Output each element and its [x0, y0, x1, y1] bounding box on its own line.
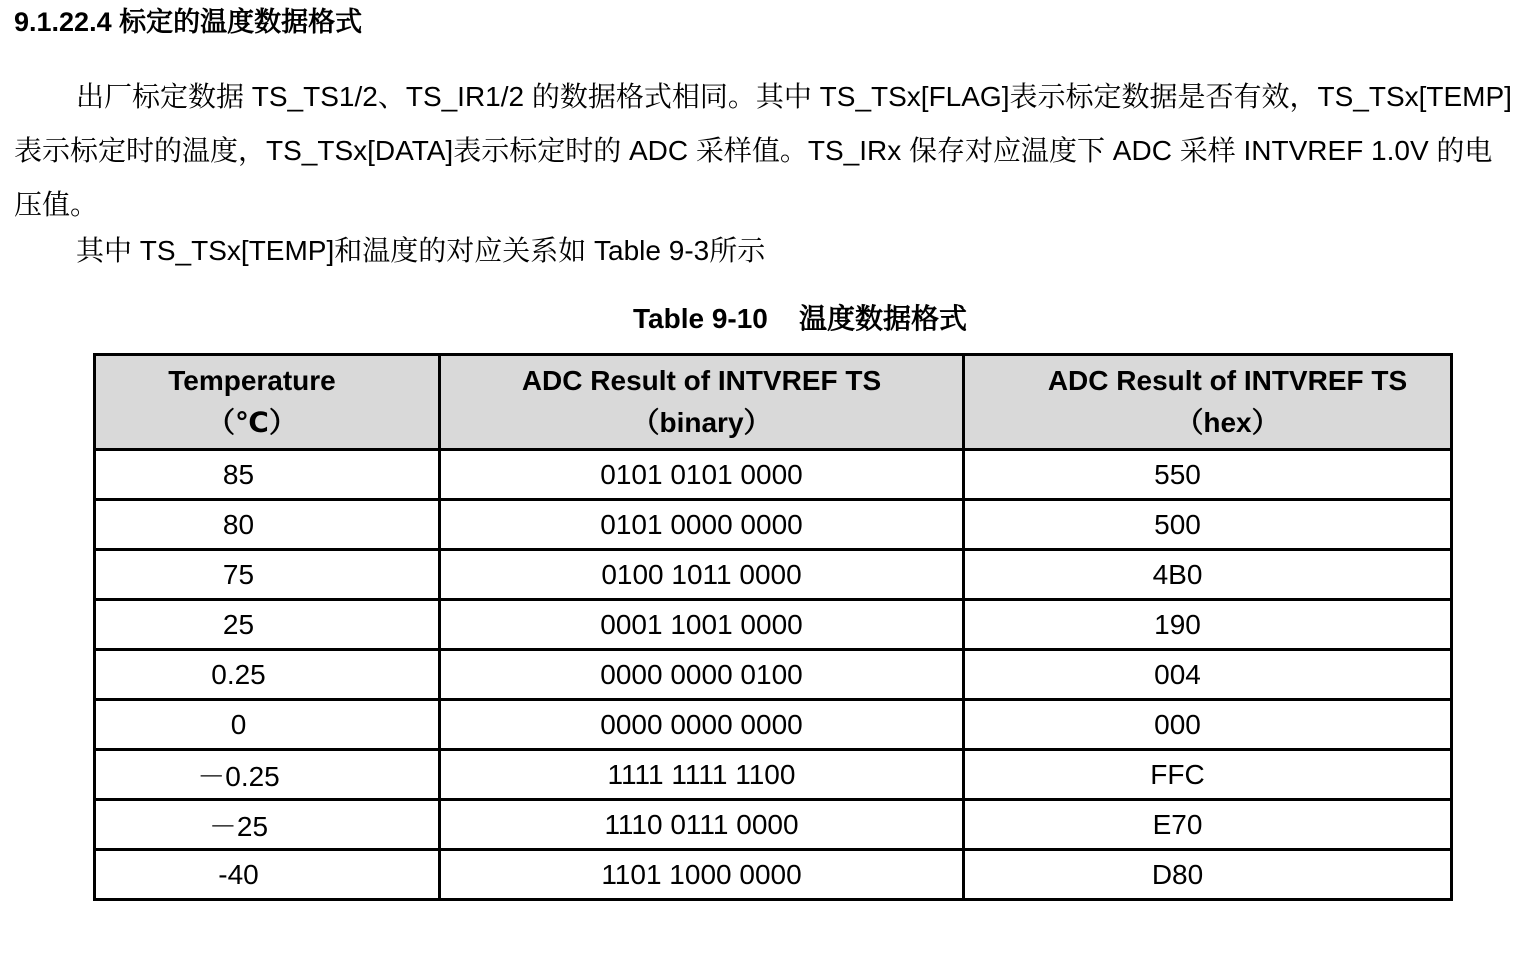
- table-caption: Table 9-10 温度数据格式: [633, 303, 967, 334]
- cell-hex: 500: [964, 500, 1452, 550]
- header-temperature-line-1: Temperature: [168, 365, 336, 396]
- table-row: [95, 800, 1452, 850]
- table-row: [95, 600, 1452, 650]
- cell-hex: 4B0: [964, 550, 1452, 600]
- cell-temperature: 75: [95, 550, 440, 600]
- header-adc-binary: [440, 355, 964, 450]
- cell-hex: E70: [964, 800, 1452, 850]
- cell-temperature: －25: [95, 800, 440, 850]
- header-adc-hex: [964, 355, 1452, 450]
- cell-binary: 1110 0111 0000: [440, 800, 964, 850]
- header-adc-binary-line-2: （binary）: [631, 407, 772, 438]
- cell-temperature: 85: [95, 450, 440, 500]
- table-row: [95, 550, 1452, 600]
- cell-binary: 0001 1001 0000: [440, 600, 964, 650]
- cell-temperature: 80: [95, 500, 440, 550]
- temperature-data-table: [93, 353, 1453, 901]
- cell-binary: 1111 1111 1100: [440, 750, 964, 800]
- paragraph-calibration-format: 出厂标定数据 TS_TS1/2、TS_IR1/2 的数据格式相同。其中 TS_TSx[FLAG]表示标定数据是否有效，TS_TSx[TEMP]表示标定时的温度，TS_TSx[DATA]表示标定时的 ADC 采样值。TS_IRx 保存对应温度下 ADC 采样 INTVREF 1.0V 的电压值。: [14, 81, 1512, 220]
- table-row: [95, 700, 1452, 750]
- cell-hex: D80: [964, 850, 1452, 900]
- cell-temperature: 0: [95, 700, 440, 750]
- cell-hex: FFC: [964, 750, 1452, 800]
- header-adc-hex-line-2: （hex）: [1175, 407, 1280, 438]
- cell-temperature: -40: [95, 850, 440, 900]
- cell-hex: 190: [964, 600, 1452, 650]
- table-row: [95, 750, 1452, 800]
- table-row: [95, 500, 1452, 550]
- cell-binary: 0000 0000 0000: [440, 700, 964, 750]
- table-header-row: [95, 355, 1452, 450]
- cell-hex: 004: [964, 650, 1452, 700]
- paragraph-table-reference: 其中 TS_TSx[TEMP]和温度的对应关系如 Table 9-3所示: [76, 235, 766, 266]
- cell-binary: 1101 1000 0000: [440, 850, 964, 900]
- cell-temperature: －0.25: [95, 750, 440, 800]
- table-row: [95, 650, 1452, 700]
- table-row: [95, 450, 1452, 500]
- cell-binary: 0100 1011 0000: [440, 550, 964, 600]
- header-temperature-line-2: （℃）: [207, 407, 297, 438]
- cell-binary: 0000 0000 0100: [440, 650, 964, 700]
- cell-binary: 0101 0000 0000: [440, 500, 964, 550]
- cell-hex: 000: [964, 700, 1452, 750]
- header-adc-binary-line-1: ADC Result of INTVREF TS: [521, 365, 882, 396]
- header-temperature: [95, 355, 440, 450]
- table-row: [95, 850, 1452, 900]
- cell-hex: 550: [964, 450, 1452, 500]
- cell-binary: 0101 0101 0000: [440, 450, 964, 500]
- header-adc-hex-line-1: ADC Result of INTVREF TS: [1047, 365, 1408, 396]
- section-heading: 9.1.22.4 标定的温度数据格式: [14, 7, 363, 37]
- cell-temperature: 0.25: [95, 650, 440, 700]
- cell-temperature: 25: [95, 600, 440, 650]
